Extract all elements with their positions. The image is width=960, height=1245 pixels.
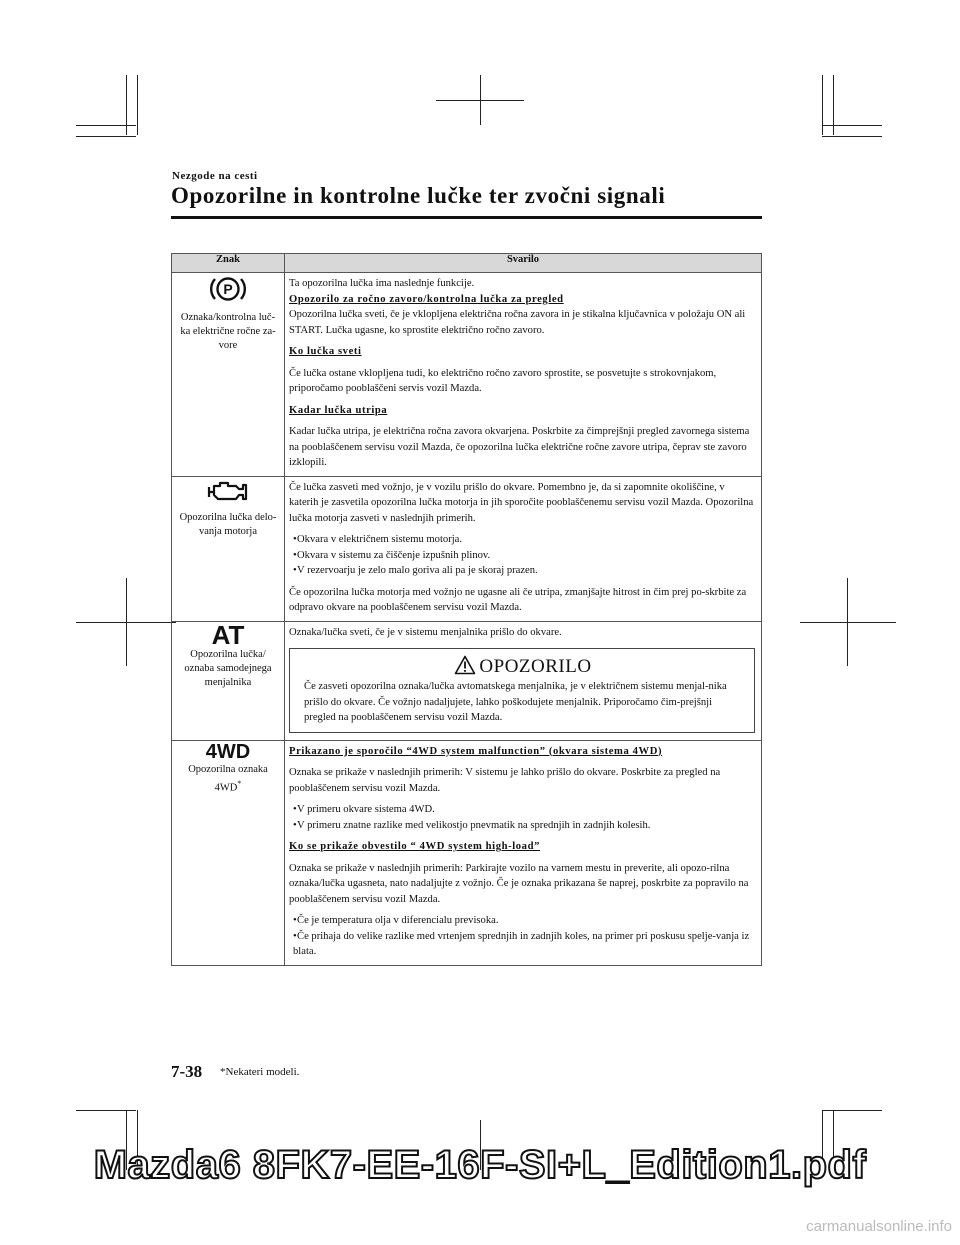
- list-item: •V primeru okvare sistema 4WD.: [293, 804, 435, 815]
- paragraph: Oznaka se prikaže v naslednjih primerih: V sistemu je lahko prišlo do okvare. Poskrbite za pregled na pooblaščenem servisu vozil Mazda.: [289, 767, 721, 794]
- list-item: •V rezervoarju je zelo malo goriva ali pa je skoraj prazen.: [293, 565, 538, 576]
- symbol-cell: [172, 476, 285, 621]
- col-header-symbol: Znak: [172, 254, 285, 273]
- warning-triangle-icon: [454, 655, 476, 675]
- symbol-label: Opozorilna oznaka 4WD*: [188, 763, 268, 793]
- symbol-label: Opozorilna lučka/ oznaba samodejnega menjalnika: [184, 648, 272, 688]
- subheading: Ko se prikaže obvestilo “ 4WD system high-load”: [289, 841, 540, 852]
- list-item: •V primeru znatne razlike med velikostjo pnevmatik na sprednjih in zadnjih kolesih.: [293, 819, 651, 831]
- section-label: Nezgode na cesti: [172, 170, 258, 182]
- col-header-warning: Svarilo: [285, 254, 762, 273]
- description-cell: [285, 740, 762, 965]
- engine-check-icon: [206, 477, 250, 505]
- page-title: Opozorilne in kontrolne lučke ter zvočni signali: [171, 183, 666, 208]
- at-indicator-icon: AT: [211, 619, 245, 650]
- list-item: •Če je temperatura olja v diferencialu previsoka.: [293, 915, 499, 926]
- list-item: •Če prihaja do velike razlike med vrtenjem sprednjih in zadnjih koles, na primer pri poskusu spelje-vanja iz blata.: [293, 930, 750, 957]
- subheading: Kadar lučka utripa: [289, 404, 388, 416]
- subheading: Opozorilo za ročno zavoro/kontrolna lučka za pregled: [289, 293, 564, 305]
- description-cell: [285, 476, 762, 621]
- table-row: [172, 273, 762, 477]
- table-row: [172, 621, 762, 740]
- table-header-row: [172, 254, 762, 273]
- warning-title: OPOZORILO: [479, 656, 592, 677]
- paragraph: Kadar lučka utripa, je električna ročna zavora okvarjena. Poskrbite za čimprejšnji pregled zavornega sistema na pooblaščenem servisu vozil Mazda, če opozorilna lučka električne ročne zavore utripa, čeprav ste zavoro izklopili.: [289, 426, 750, 468]
- warning-lights-table: [171, 253, 762, 966]
- intro-text: Ta opozorilna lučka ima naslednje funkcije.: [289, 278, 475, 289]
- symbol-cell: [172, 273, 285, 477]
- table-row: [172, 740, 762, 965]
- description-cell: [285, 621, 762, 740]
- paragraph: Če lučka zasveti med vožnjo, je v vozilu prišlo do okvare. Pomembno je, da si zapomnite okoliščine, v katerih je zasvetila opozorilna lučka motorja in jih sporočite pooblaščenemu servisu vozil Mazda. Opozorilna lučka motorja zasveti v naslednjih primerih.: [289, 481, 754, 524]
- page-number: 7-38: [171, 1062, 203, 1081]
- list-item: •Okvara v sistemu za čiščenje izpušnih plinov.: [293, 549, 491, 561]
- symbol-label: Oznaka/kontrolna luč-ka električne ročne za-vore: [180, 312, 276, 351]
- site-watermark: carmanualsonline.info: [806, 1218, 952, 1235]
- list-item: •Okvara v električnem sistemu motorja.: [293, 534, 463, 545]
- paragraph: Oznaka se prikaže v naslednjih primerih: Parkirajte vozilo na varnem mestu in preverite, ali opozo-rilna oznaka/lučka ugasneta, nato nadaljujte z vožnjo. Če je oznaka prikazana še naprej, poskrbite za popravilo na pooblaščenem servisu vozil Mazda.: [289, 862, 749, 905]
- 4wd-indicator-icon: 4WD: [205, 740, 251, 763]
- table-row: [172, 476, 762, 621]
- parking-brake-icon: [208, 273, 248, 305]
- paragraph: Oznaka/lučka sveti, če je v sistemu menjalnika prišlo do okvare.: [289, 626, 562, 638]
- warning-box: [289, 648, 755, 733]
- svg-text:P: P: [223, 281, 233, 297]
- paragraph: Če opozorilna lučka motorja med vožnjo ne ugasne ali če utripa, zmanjšajte hitrost in čim prej po-skrbite za odpravo okvare na pooblaščenem servisu vozil Mazda.: [289, 586, 747, 613]
- title-rule: [171, 216, 762, 219]
- paragraph: Če lučka ostane vklopljena tudi, ko električno ročno zavoro sprostite, se posvetujte s strokovnjakom, priporočamo pooblaščeni servis vozil Mazda.: [289, 367, 717, 394]
- subheading: Prikazano je sporočilo “4WD system malfunction” (okvara sistema 4WD): [289, 745, 663, 757]
- symbol-cell: [172, 740, 285, 965]
- paragraph: Opozorilna lučka sveti, če je vklopljena električna ročna zavora in je stikalna ključavnica v položaju ON ali START. Lučka ugasne, ko sprostite električno ročno zavoro.: [289, 309, 746, 336]
- footnote: *Nekateri modeli.: [220, 1066, 300, 1078]
- symbol-label: Opozorilna lučka delo-vanja motorja: [179, 511, 277, 537]
- warning-heading: [300, 649, 746, 679]
- warning-text: Če zasveti opozorilna oznaka/lučka avtomatskega menjalnika, je v električnem sistemu menjal-nika prišlo do okvare. Če vožnjo nadaljujete, lahko poškodujete menjalnik. Priporočamo čim-prejšnji pregled na pooblaščenem servisu vozil Mazda.: [304, 681, 727, 723]
- footnote-mark: *: [237, 778, 242, 788]
- symbol-cell: [172, 621, 285, 740]
- description-cell: [285, 273, 762, 477]
- watermark: Mazda6 8FK7-EE-16F-SI+L_Edition1.pdf: [93, 1143, 867, 1187]
- subheading: Ko lučka sveti: [289, 346, 362, 357]
